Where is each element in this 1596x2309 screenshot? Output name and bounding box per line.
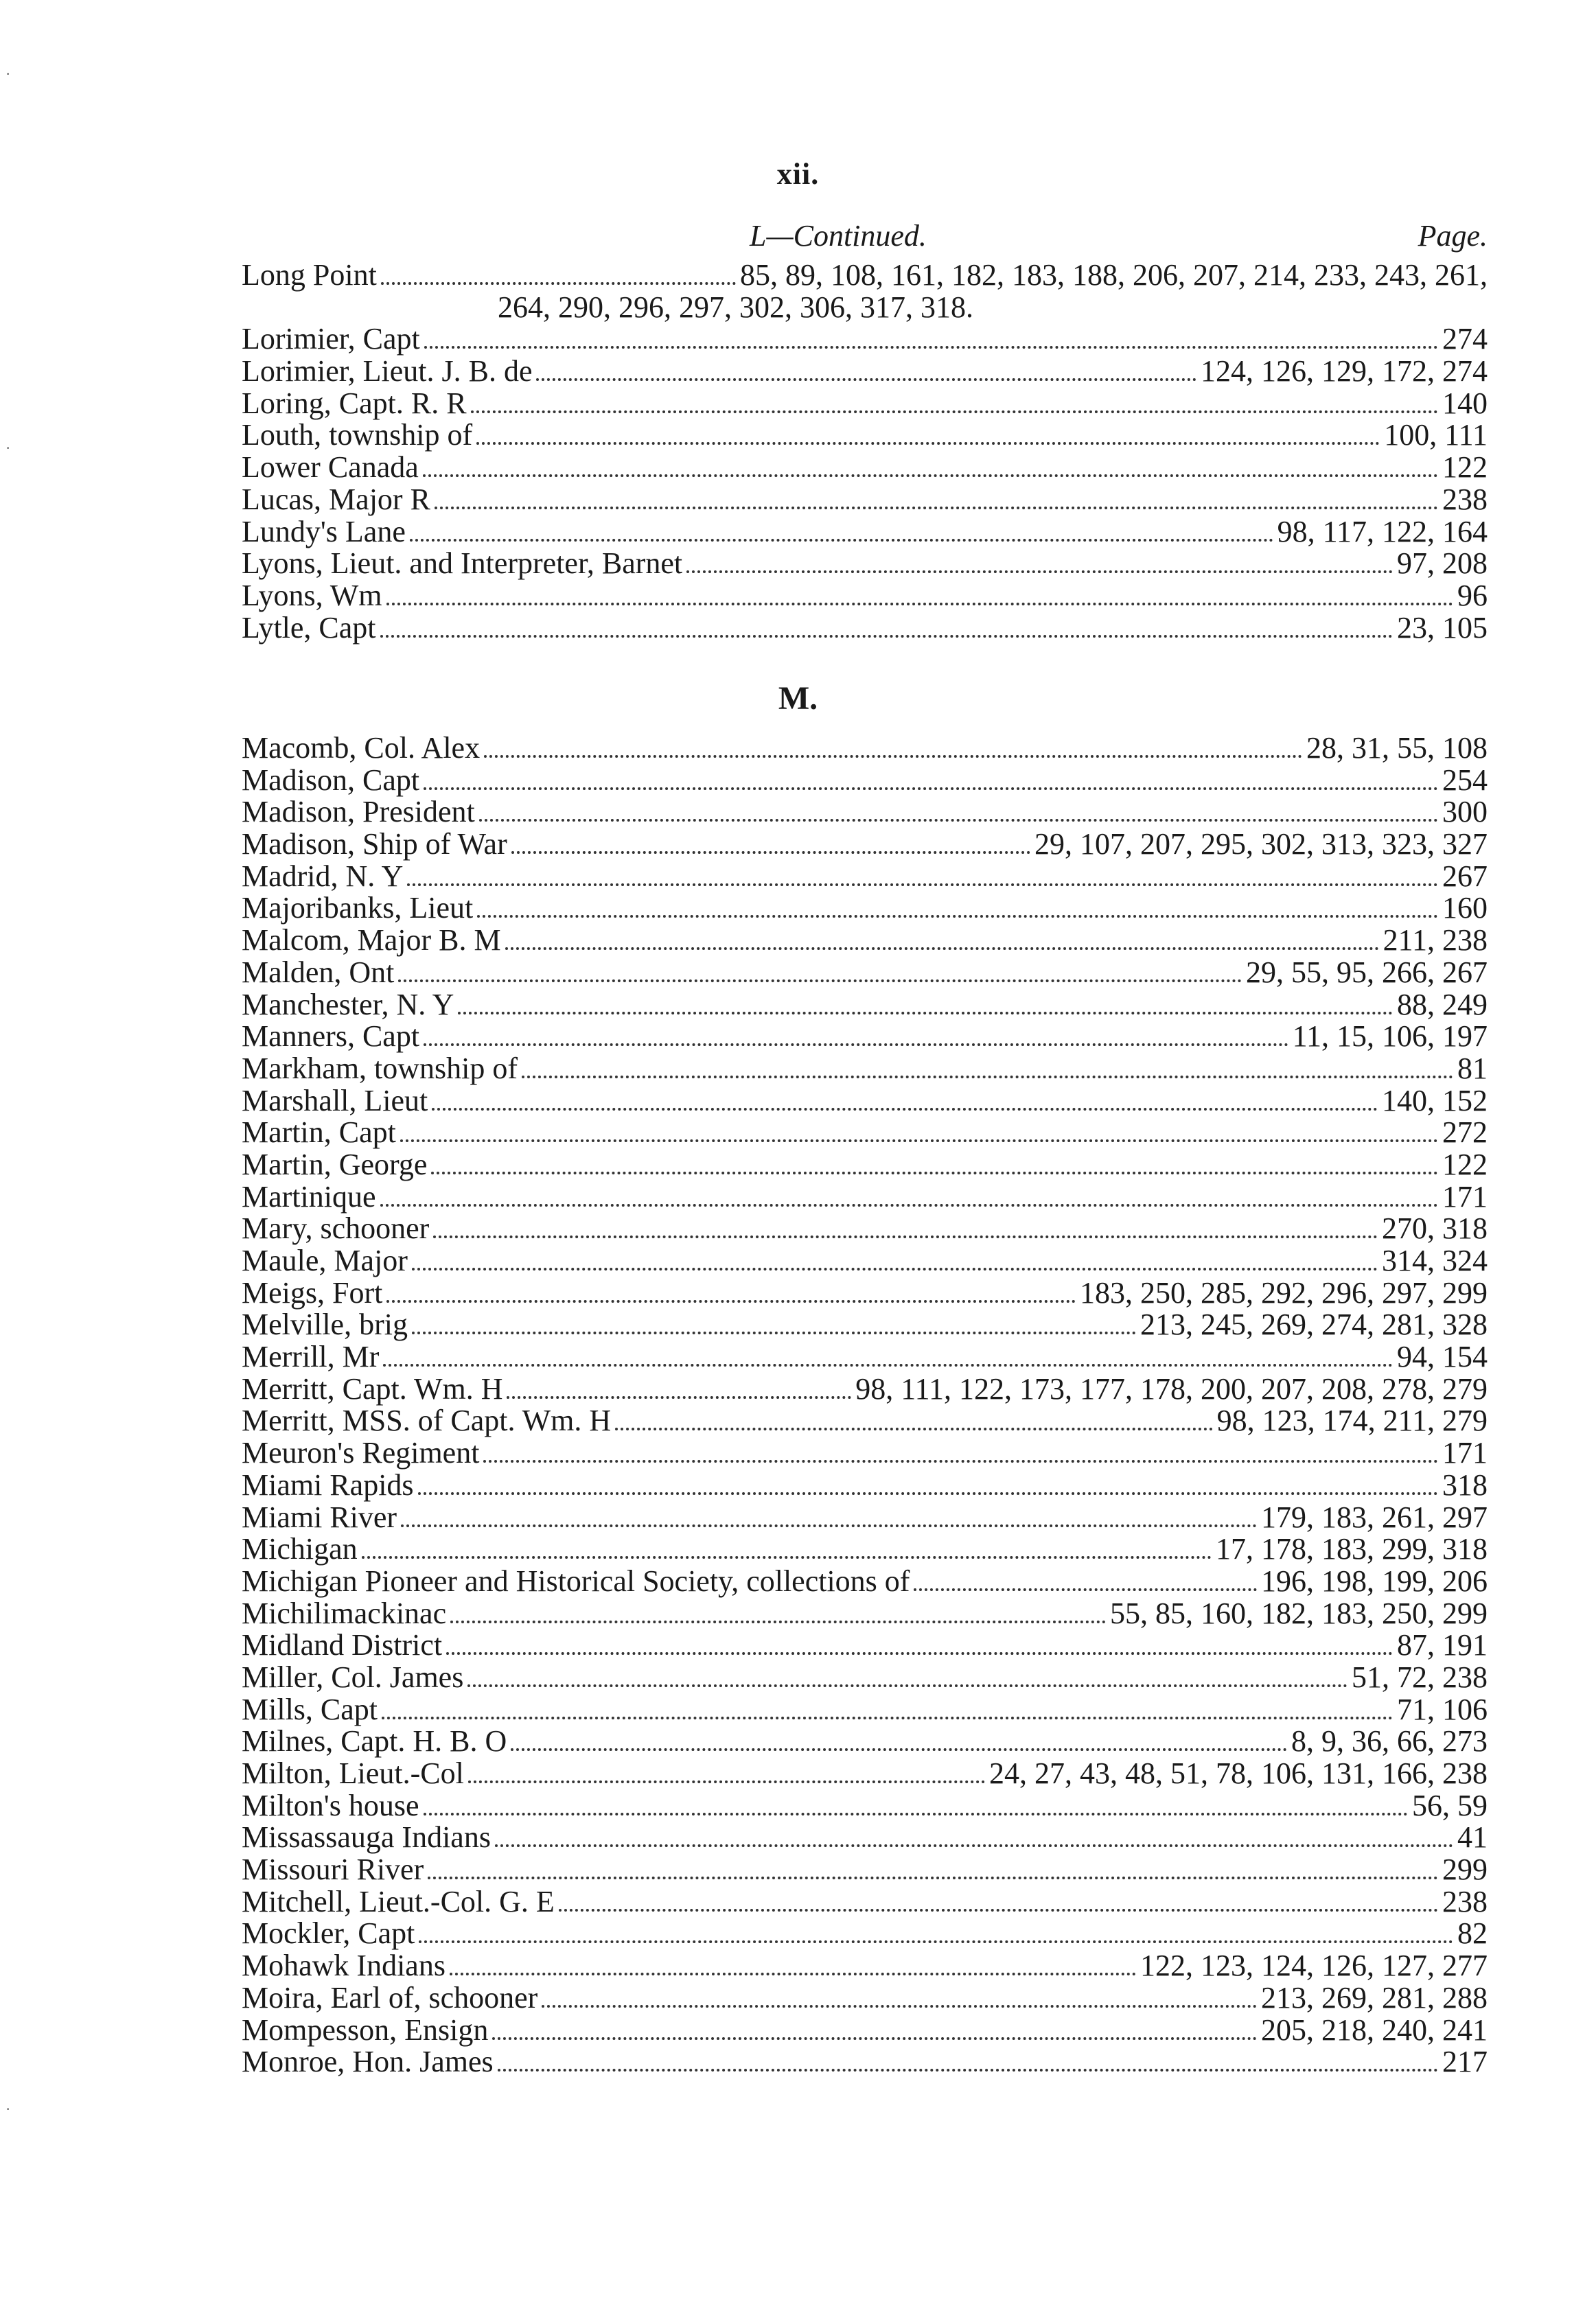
- entry-name: Lyons, Lieut. and Interpreter, Barnet: [242, 546, 683, 581]
- entry-pages: 238: [1442, 1884, 1488, 1918]
- dot-leader: [484, 755, 1302, 758]
- entry-name: Milnes, Capt. H. B. O: [242, 1724, 507, 1759]
- entry-pages: 55, 85, 160, 182, 183, 250, 299: [1110, 1596, 1488, 1630]
- index-entry: [242, 1213, 1488, 1245]
- dot-leader: [424, 346, 1438, 349]
- dot-leader: [477, 915, 1438, 918]
- index-entry: [242, 796, 1488, 828]
- entry-pages: 51, 72, 238: [1352, 1660, 1488, 1694]
- index-entry: [242, 356, 1488, 388]
- entry-pages: 85, 89, 108, 161, 182, 183, 188, 206, 207, 214, 233, 243, 261,: [740, 258, 1488, 292]
- entry-pages: 160: [1442, 891, 1488, 925]
- entry-name: Merrill, Mr: [242, 1340, 380, 1374]
- index-entry: [242, 580, 1488, 612]
- entry-name: Lyons, Wm: [242, 578, 382, 612]
- entry-pages: 267: [1442, 859, 1488, 893]
- entry-pages: 71, 106: [1397, 1692, 1488, 1726]
- entry-pages: 29, 107, 207, 295, 302, 313, 323, 327: [1034, 827, 1488, 861]
- dot-leader: [412, 1332, 1136, 1334]
- entry-name: Lytle, Capt: [242, 610, 376, 645]
- entry-name: Lower Canada: [242, 450, 419, 485]
- index-entry: [242, 861, 1488, 893]
- index-entry: [242, 1277, 1488, 1310]
- entry-pages: 28, 31, 55, 108: [1306, 731, 1488, 765]
- m-index-list: [242, 732, 1488, 2078]
- entry-pages: 183, 250, 285, 292, 296, 297, 299: [1080, 1275, 1488, 1310]
- index-entry: [242, 1181, 1488, 1214]
- entry-name: Missassauga Indians: [242, 1820, 491, 1855]
- entry-pages: 98, 123, 174, 211, 279: [1216, 1404, 1488, 1438]
- dot-leader: [382, 1717, 1393, 1719]
- index-entry: [242, 1502, 1488, 1534]
- entry-name: Martin, George: [242, 1147, 428, 1181]
- entry-pages: 171: [1442, 1436, 1488, 1470]
- entry-pages: 87, 191: [1397, 1628, 1488, 1662]
- entry-pages: 179, 183, 261, 297: [1261, 1500, 1488, 1534]
- index-entry: [242, 1021, 1488, 1053]
- dot-leader: [424, 787, 1438, 790]
- dot-leader: [423, 474, 1438, 477]
- dot-leader: [432, 1108, 1378, 1111]
- page-number: xii.: [776, 157, 820, 191]
- dot-leader: [450, 1621, 1106, 1623]
- continued-heading: L—Continued.: [750, 219, 927, 253]
- margin-speck: ·: [5, 65, 11, 82]
- entry-name: Mills, Capt: [242, 1692, 378, 1726]
- entry-pages-continuation: 264, 290, 296, 297, 302, 306, 317, 318.: [498, 290, 973, 324]
- dot-leader: [914, 1588, 1257, 1591]
- entry-name: Lundy's Lane: [242, 514, 406, 548]
- entry-name: Miami Rapids: [242, 1467, 414, 1502]
- entry-name: Miami River: [242, 1500, 397, 1534]
- entry-name: Madison, Capt: [242, 763, 420, 797]
- dot-leader: [380, 635, 1393, 638]
- page-column-label: Page.: [1418, 219, 1488, 253]
- dot-leader: [467, 1684, 1348, 1687]
- index-entry: [242, 1694, 1488, 1726]
- entry-pages: 205, 218, 240, 241: [1261, 2012, 1488, 2047]
- dot-leader: [458, 1012, 1393, 1014]
- dot-leader: [407, 883, 1438, 886]
- entry-pages: 24, 27, 43, 48, 51, 78, 106, 131, 166, 238: [989, 1756, 1488, 1790]
- dot-leader: [431, 1172, 1438, 1174]
- index-entry: [242, 612, 1488, 645]
- index-entry: [242, 1790, 1488, 1822]
- entry-pages: 11, 15, 106, 197: [1292, 1019, 1488, 1054]
- entry-pages: 56, 59: [1412, 1788, 1488, 1822]
- index-entry: [242, 1467, 1488, 1502]
- entry-pages: 272: [1442, 1115, 1488, 1150]
- entry-name: Midland District: [242, 1628, 443, 1662]
- entry-pages: 140, 152: [1382, 1083, 1488, 1117]
- entry-pages: 88, 249: [1397, 987, 1488, 1021]
- dot-leader: [522, 1076, 1453, 1078]
- entry-pages: 122: [1442, 450, 1488, 485]
- entry-name: Marshall, Lieut: [242, 1083, 428, 1117]
- index-entry: [242, 925, 1488, 957]
- entry-pages: 81: [1457, 1051, 1488, 1085]
- index-entry: [242, 1117, 1488, 1149]
- entry-name: Mohawk Indians: [242, 1949, 446, 1983]
- entry-pages: 124, 126, 129, 172, 274: [1201, 354, 1488, 388]
- dot-leader: [471, 410, 1438, 413]
- entry-pages: 299: [1442, 1853, 1488, 1887]
- entry-pages: 82: [1457, 1916, 1488, 1951]
- index-entry: [242, 1437, 1488, 1470]
- entry-pages: 122: [1442, 1147, 1488, 1181]
- dot-leader: [435, 507, 1438, 509]
- entry-pages: 8, 9, 36, 66, 273: [1291, 1724, 1488, 1759]
- entry-name: Milton, Lieut.-Col: [242, 1756, 464, 1790]
- index-entry: [242, 1822, 1488, 1854]
- index-entry: [242, 2046, 1488, 2078]
- dot-leader: [492, 2037, 1257, 2040]
- entry-name: Melville, brig: [242, 1308, 408, 1342]
- entry-name: Milton's house: [242, 1788, 419, 1822]
- entry-name: Moira, Earl of, schooner: [242, 1980, 538, 2015]
- entry-pages: 211, 238: [1383, 923, 1488, 958]
- index-entry: [242, 1758, 1488, 1790]
- entry-name: Merritt, MSS. of Capt. Wm. H: [242, 1404, 612, 1438]
- index-entry: [242, 388, 1488, 420]
- entry-name: Madrid, N. Y: [242, 859, 404, 893]
- entry-name: Martin, Capt: [242, 1115, 396, 1150]
- entry-name: Lorimier, Lieut. J. B. de: [242, 354, 533, 388]
- dot-leader: [507, 1396, 851, 1399]
- entry-name: Meigs, Fort: [242, 1275, 383, 1310]
- entry-name: Long Point: [242, 258, 377, 292]
- dot-leader: [362, 1556, 1212, 1559]
- l-index-list: [242, 259, 1488, 644]
- entry-name: Malden, Ont: [242, 955, 395, 989]
- index-entry: [242, 1341, 1488, 1373]
- index-entry: [242, 1598, 1488, 1630]
- dot-leader: [479, 819, 1438, 822]
- entry-pages: 254: [1442, 763, 1488, 797]
- entry-name: Michigan Pioneer and Historical Society, collections of: [242, 1564, 910, 1598]
- entry-pages: 300: [1442, 795, 1488, 829]
- index-entry: [242, 1245, 1488, 1277]
- dot-leader: [386, 1300, 1076, 1303]
- index-entry: [242, 1726, 1488, 1758]
- index-entry: [242, 989, 1488, 1021]
- margin-speck: ·: [5, 439, 11, 456]
- margin-speck: ·: [5, 2100, 11, 2117]
- entry-name: Lucas, Major R: [242, 482, 430, 516]
- index-entry: [242, 484, 1488, 516]
- entry-name: Lorimier, Capt: [242, 322, 420, 356]
- entry-pages: 217: [1442, 2045, 1488, 2079]
- index-entry: [242, 452, 1488, 484]
- entry-name: Meuron's Regiment: [242, 1436, 480, 1470]
- index-entry: [242, 1982, 1488, 2015]
- dot-leader: [511, 851, 1030, 854]
- entry-name: Mary, schooner: [242, 1211, 430, 1246]
- entry-name: Louth, township of: [242, 418, 473, 452]
- dot-leader: [483, 1460, 1438, 1463]
- entry-pages: 17, 178, 183, 299, 318: [1216, 1532, 1488, 1566]
- dot-leader: [446, 1652, 1393, 1655]
- entry-pages: 98, 111, 122, 173, 177, 178, 200, 207, 208, 278, 279: [855, 1371, 1488, 1406]
- index-entry: [242, 1309, 1488, 1341]
- entry-pages: 171: [1442, 1179, 1488, 1214]
- index-entry: [242, 516, 1488, 548]
- dot-leader: [380, 1204, 1438, 1207]
- entry-name: Missouri River: [242, 1853, 424, 1887]
- index-entry: [242, 1854, 1488, 1886]
- entry-name: Martinique: [242, 1179, 376, 1214]
- entry-pages: 274: [1442, 322, 1488, 356]
- dot-leader: [401, 1524, 1257, 1527]
- entry-name: Mockler, Capt: [242, 1916, 415, 1951]
- index-entry: [242, 1566, 1488, 1598]
- index-entry: [242, 1886, 1488, 1918]
- entry-pages: 29, 55, 95, 266, 267: [1246, 955, 1488, 989]
- entry-name: Mitchell, Lieut.-Col. G. E: [242, 1884, 555, 1918]
- index-entry: [242, 1533, 1488, 1566]
- entry-name: Mompesson, Ensign: [242, 2012, 489, 2047]
- entry-pages: 96: [1457, 578, 1488, 612]
- index-entry: [242, 1085, 1488, 1117]
- section-header: [242, 218, 1488, 257]
- entry-name: Miller, Col. James: [242, 1660, 464, 1694]
- entry-name: Maule, Major: [242, 1244, 408, 1277]
- index-entry: [242, 957, 1488, 989]
- entry-pages: 100, 111: [1384, 418, 1488, 452]
- dot-leader: [418, 1492, 1438, 1495]
- index-entry: [242, 732, 1488, 765]
- dot-leader: [424, 1043, 1288, 1046]
- dot-leader: [686, 570, 1393, 573]
- entry-pages: 314, 324: [1382, 1244, 1488, 1277]
- dot-leader: [505, 947, 1379, 950]
- dot-leader: [433, 1235, 1378, 1238]
- index-entry: [242, 1950, 1488, 1982]
- entry-name: Loring, Capt. R. R: [242, 386, 467, 420]
- dot-leader: [410, 539, 1273, 542]
- dot-leader: [498, 2069, 1438, 2072]
- index-entry: [242, 892, 1488, 925]
- entry-name: Michigan: [242, 1532, 358, 1566]
- index-entry: [242, 419, 1488, 452]
- dot-leader: [476, 442, 1380, 445]
- entry-pages: 140: [1442, 386, 1488, 420]
- letter-heading-m: M.: [778, 680, 818, 717]
- index-entry: [242, 1053, 1488, 1085]
- entry-pages: 270, 318: [1382, 1211, 1488, 1246]
- dot-leader: [559, 1909, 1438, 1912]
- index-entry: [242, 1629, 1488, 1662]
- dot-leader: [400, 1139, 1438, 1142]
- entry-pages: 97, 208: [1397, 546, 1488, 581]
- index-entry: [242, 259, 1488, 292]
- entry-name: Michilimackinac: [242, 1596, 447, 1630]
- entry-pages: 196, 198, 199, 206: [1261, 1564, 1488, 1598]
- entry-pages: 213, 245, 269, 274, 281, 328: [1140, 1308, 1488, 1342]
- dot-leader: [450, 1973, 1136, 1975]
- dot-leader: [398, 979, 1242, 982]
- dot-leader: [615, 1428, 1212, 1430]
- entry-name: Merritt, Capt. Wm. H: [242, 1371, 503, 1406]
- dot-leader: [386, 603, 1453, 605]
- dot-leader: [468, 1780, 985, 1783]
- dot-leader: [495, 1844, 1453, 1847]
- entry-pages: 213, 269, 281, 288: [1261, 1980, 1488, 2015]
- entry-pages: 122, 123, 124, 126, 127, 277: [1140, 1949, 1488, 1983]
- entry-name: Monroe, Hon. James: [242, 2045, 494, 2079]
- dot-leader: [542, 2005, 1257, 2008]
- entry-pages: 23, 105: [1397, 610, 1488, 645]
- entry-name: Markham, township of: [242, 1051, 518, 1085]
- dot-leader: [424, 1813, 1409, 1815]
- dot-leader: [511, 1748, 1287, 1751]
- index-entry: [242, 1918, 1488, 1950]
- index-entry: [242, 2012, 1488, 2047]
- dot-leader: [381, 282, 736, 285]
- entry-pages: 98, 117, 122, 164: [1277, 514, 1488, 548]
- index-entry: [242, 1373, 1488, 1406]
- entry-pages: 238: [1442, 482, 1488, 516]
- index-entry: [242, 1405, 1488, 1437]
- index-entry: [242, 548, 1488, 580]
- index-entry: [242, 1149, 1488, 1181]
- entry-name: Macomb, Col. Alex: [242, 731, 481, 765]
- dot-leader: [536, 378, 1196, 381]
- index-entry: [242, 1662, 1488, 1694]
- entry-name: Manchester, N. Y: [242, 987, 454, 1021]
- entry-pages: 41: [1457, 1820, 1488, 1855]
- index-entry: [242, 323, 1488, 356]
- entry-name: Malcom, Major B. M: [242, 923, 501, 958]
- index-entry: [242, 828, 1488, 861]
- dot-leader: [412, 1268, 1378, 1270]
- dot-leader: [383, 1364, 1393, 1367]
- entry-pages: 94, 154: [1397, 1340, 1488, 1374]
- dot-leader: [419, 1940, 1453, 1943]
- entry-name: Madison, Ship of War: [242, 827, 507, 861]
- dot-leader: [428, 1877, 1438, 1879]
- entry-name: Manners, Capt: [242, 1019, 420, 1054]
- entry-name: Majoribanks, Lieut: [242, 891, 474, 925]
- entry-pages: 318: [1442, 1467, 1488, 1502]
- index-entry: [242, 765, 1488, 797]
- entry-name: Madison, President: [242, 795, 475, 829]
